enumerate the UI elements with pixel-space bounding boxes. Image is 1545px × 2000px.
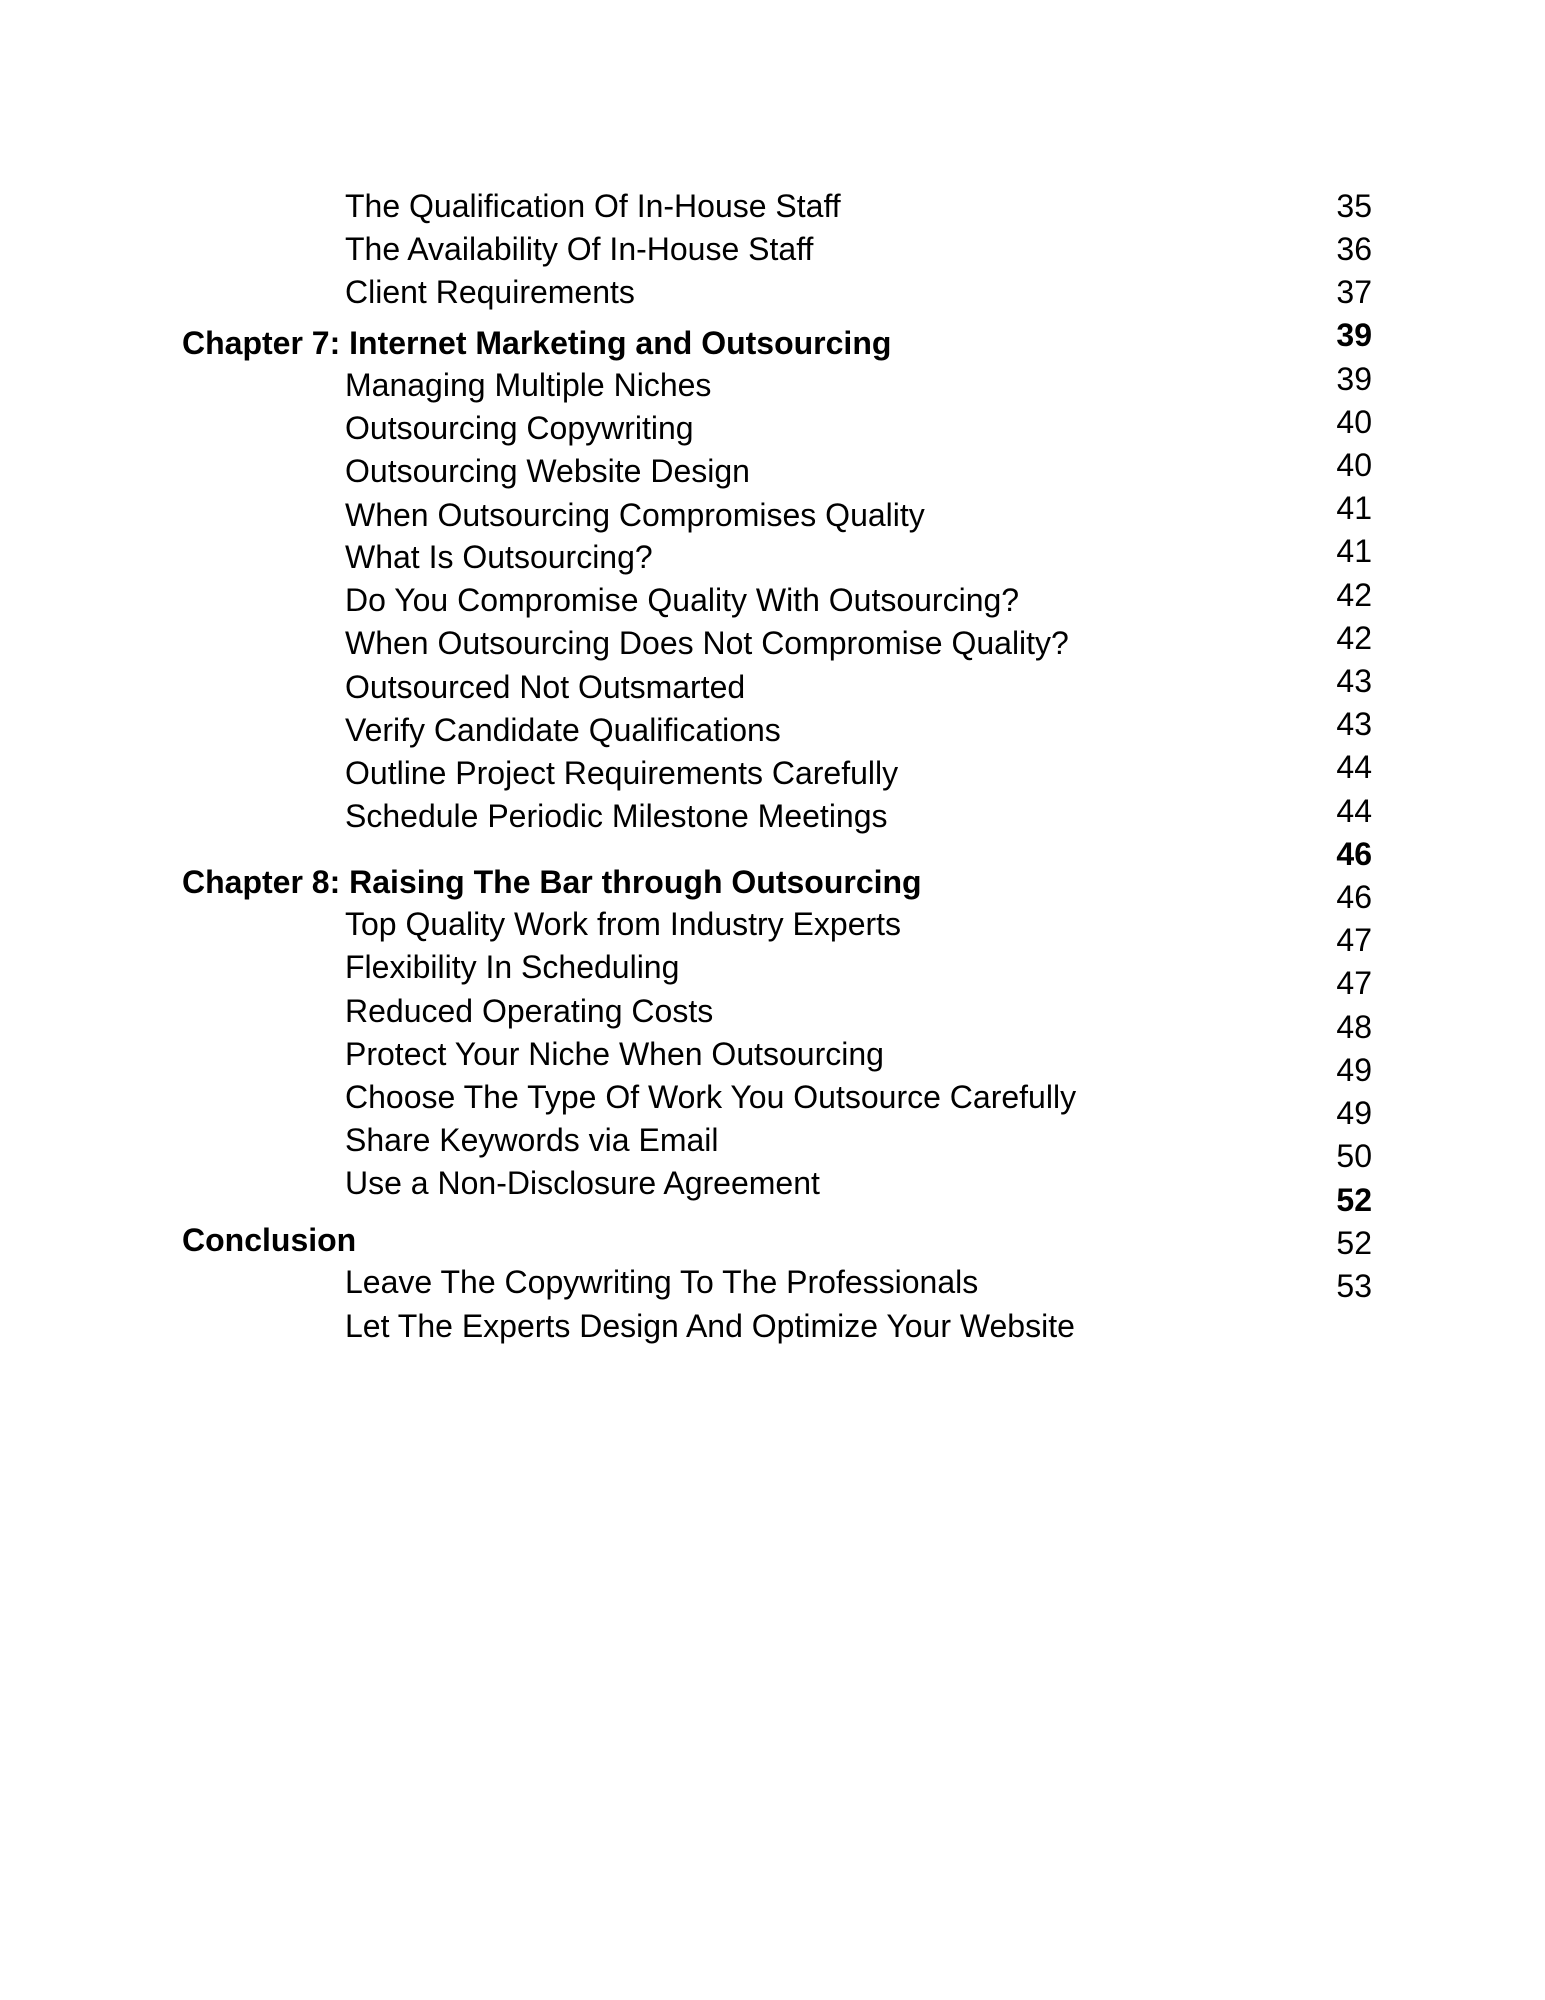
toc-page-number: 47 xyxy=(1336,965,1372,1001)
toc-page-number: 48 xyxy=(1336,1009,1372,1045)
toc-page-number: 41 xyxy=(1336,490,1372,526)
toc-section-title: Outline Project Requirements Carefully xyxy=(345,755,899,791)
toc-section-title: The Qualification Of In-House Staff xyxy=(345,188,841,224)
toc-chapter-page-number: 52 xyxy=(1336,1182,1372,1218)
toc-page-number: 46 xyxy=(1336,879,1372,915)
toc-page-number: 44 xyxy=(1336,749,1372,785)
toc-section-title: Outsourced Not Outsmarted xyxy=(345,669,746,705)
toc-section-title: Choose The Type Of Work You Outsource Carefully xyxy=(345,1079,1077,1115)
toc-section-title: Protect Your Niche When Outsourcing xyxy=(345,1036,884,1072)
toc-page-number: 49 xyxy=(1336,1052,1372,1088)
toc-page-number: 42 xyxy=(1336,577,1372,613)
toc-chapter-title: Chapter 7: Internet Marketing and Outsourcing xyxy=(182,325,892,361)
toc-section-title: Share Keywords via Email xyxy=(345,1122,719,1158)
toc-section-title: Managing Multiple Niches xyxy=(345,367,712,403)
toc-section-title: The Availability Of In-House Staff xyxy=(345,231,814,267)
toc-section-title: Schedule Periodic Milestone Meetings xyxy=(345,798,888,834)
toc-page-number: 47 xyxy=(1336,922,1372,958)
toc-page-number: 41 xyxy=(1336,533,1372,569)
toc-section-title: When Outsourcing Does Not Compromise Quality? xyxy=(345,625,1069,661)
toc-section-title: Let The Experts Design And Optimize Your Website xyxy=(345,1308,1075,1344)
toc-section-title: Outsourcing Copywriting xyxy=(345,410,694,446)
toc-page-number: 52 xyxy=(1336,1225,1372,1261)
toc-page-number: 40 xyxy=(1336,404,1372,440)
toc-page-number: 49 xyxy=(1336,1095,1372,1131)
toc-chapter-page-number: 39 xyxy=(1336,317,1372,353)
toc-chapter-page-number: 46 xyxy=(1336,836,1372,872)
toc-section-title: Flexibility In Scheduling xyxy=(345,949,680,985)
toc-section-title: Reduced Operating Costs xyxy=(345,993,714,1029)
toc-page-number: 50 xyxy=(1336,1138,1372,1174)
toc-page-number: 44 xyxy=(1336,793,1372,829)
toc-section-title: When Outsourcing Compromises Quality xyxy=(345,497,925,533)
toc-section-title: What Is Outsourcing? xyxy=(345,539,653,575)
toc-page-number: 36 xyxy=(1336,231,1372,267)
toc-section-title: Top Quality Work from Industry Experts xyxy=(345,906,902,942)
toc-page-number: 42 xyxy=(1336,620,1372,656)
toc-section-title: Do You Compromise Quality With Outsourcing? xyxy=(345,582,1020,618)
toc-chapter-title: Conclusion xyxy=(182,1222,357,1258)
toc-page-number: 37 xyxy=(1336,274,1372,310)
toc-section-title: Client Requirements xyxy=(345,274,635,310)
toc-section-title: Outsourcing Website Design xyxy=(345,453,750,489)
toc-page-number: 35 xyxy=(1336,188,1372,224)
toc-page-number: 43 xyxy=(1336,663,1372,699)
toc-page-number: 53 xyxy=(1336,1268,1372,1304)
toc-chapter-title: Chapter 8: Raising The Bar through Outsourcing xyxy=(182,864,922,900)
toc-section-title: Use a Non-Disclosure Agreement xyxy=(345,1165,820,1201)
toc-page-number: 43 xyxy=(1336,706,1372,742)
toc-page-number: 39 xyxy=(1336,361,1372,397)
toc-section-title: Leave The Copywriting To The Professionals xyxy=(345,1264,979,1300)
toc-section-title: Verify Candidate Qualifications xyxy=(345,712,781,748)
toc-page-number: 40 xyxy=(1336,447,1372,483)
